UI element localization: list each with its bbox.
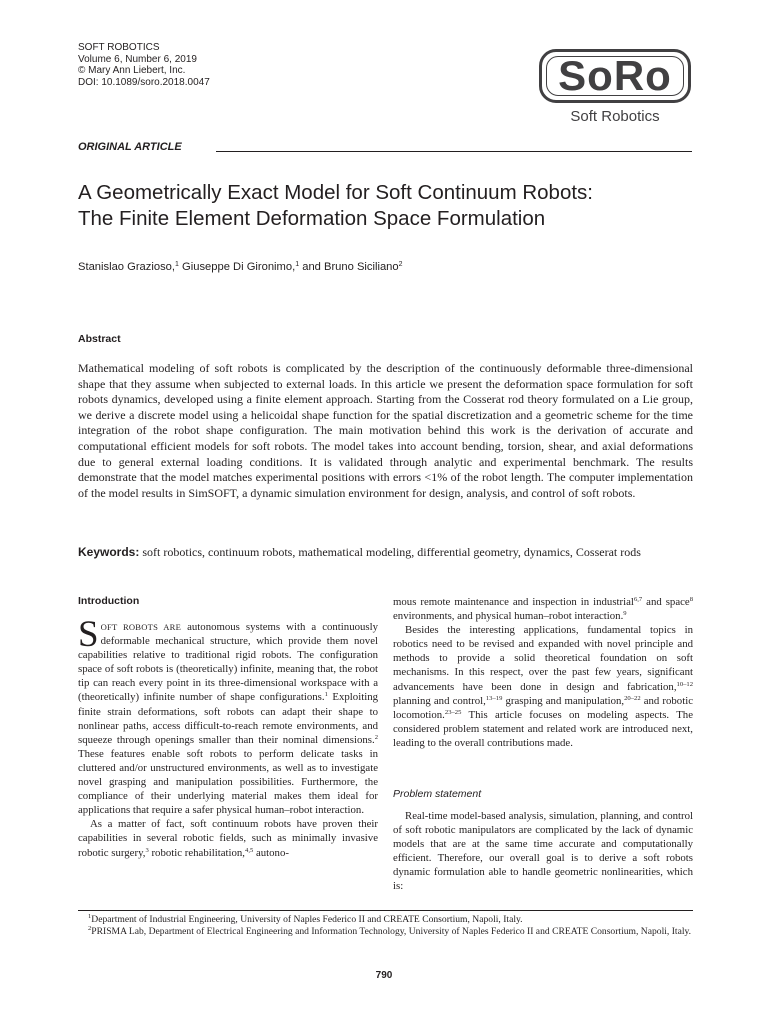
intro-p1-text-a: autonomous systems with a continuously deformable mechanical structure, which provide them novel capabilities relative to traditional rigid robots. The configuration space of soft robots is (theoretically) infinite, meaning that, the robot tip can reach every point in its three-dimensional workspace with a (theoretically) infinite number of shape configurations. bbox=[78, 621, 379, 704]
footnote-2 bbox=[78, 926, 693, 938]
problem-statement-heading: Problem statement bbox=[393, 788, 482, 800]
author-3: and Bruno Siciliano bbox=[299, 261, 399, 273]
author-2: Giuseppe Di Gironimo, bbox=[178, 261, 296, 273]
citation: 4,5 bbox=[245, 846, 254, 854]
intro-paragraph-2-continued bbox=[393, 595, 693, 623]
header-divider bbox=[216, 151, 692, 152]
keywords-list: soft robotics, continuum robots, mathematical modeling, differential geometry, dynamics, Cosserat rods bbox=[139, 545, 641, 559]
intro-r2-text-a: Besides the interesting applications, fundamental topics in robotics need to be revised and expanded with novel principle and methods to provide a solid theoretical foundation on soft mechanisms. In this respect, over the past few years, significant advancements have been done in design and fabrication, bbox=[393, 624, 693, 693]
article-type-label: ORIGINAL ARTICLE bbox=[78, 141, 182, 153]
keywords-label: Keywords: bbox=[78, 545, 140, 559]
author-1-affiliation: 1 bbox=[175, 261, 179, 268]
abstract-text: Mathematical modeling of soft robots is complicated by the description of the continuously deformable three-dimensional shape that they assume when subjected to external loads. In this article we present the deformation space formulation for soft robots dynamics, developed using a finite element approach. Starting from the Cosserat rod theory formulated on a Lie group, we derive a discrete model using a helicoidal shape function for the spatial discretization and a geometric scheme for the time integration of the robot shape configuration. The main motivation behind this work is the derivation of accurate and computational efficient models for soft robots. The model takes into account bending, torsion, shear, and axial deformations due to general external loading conditions. It is validated through analytic and experimental benchmark. The results demonstrate that the model matches experimental positions with errors <1% of the robot length. The computer implementation of the model results in SimSOFT, a dynamic simulation environment for design, analysis, and control of soft robots. bbox=[78, 361, 693, 500]
page-number: 790 bbox=[375, 970, 393, 981]
body-column-right bbox=[393, 595, 693, 750]
citation: 10–12 bbox=[676, 680, 693, 688]
citation: 1 bbox=[324, 691, 328, 699]
citation: 13–19 bbox=[485, 694, 503, 702]
drop-cap: S bbox=[78, 614, 99, 655]
body-column-left bbox=[78, 614, 379, 860]
author-2-affiliation: 1 bbox=[295, 261, 300, 268]
problem-statement-body bbox=[393, 809, 693, 894]
intro-smallcaps: OFT ROBOTS ARE bbox=[100, 622, 182, 632]
footnote-2-text: PRISMA Lab, Department of Electrical Engineering and Information Technology, University of Naples Federico II and CREATE Consortium, Napoli, Italy. bbox=[91, 926, 692, 938]
intro-p2-text-b: robotic rehabilitation, bbox=[148, 846, 246, 859]
article-title-line-2: The Finite Element Deformation Space Formulation bbox=[78, 207, 546, 230]
intro-p1-text-b: Exploiting finite strain deformations, soft robots can adapt their shape to nonlinear paths, access difficult-to-reach remote environments, and squeeze through openings smaller than their nominal dimensions. bbox=[78, 691, 379, 746]
journal-copyright: © Mary Ann Liebert, Inc. bbox=[78, 65, 186, 76]
citation: 23–25 bbox=[444, 708, 462, 716]
intro-r1-text-b: and space bbox=[642, 596, 690, 608]
footnote-1-marker: 1 bbox=[88, 913, 92, 920]
intro-paragraph-1 bbox=[78, 614, 379, 817]
intro-p2-text-c: autono- bbox=[253, 846, 289, 859]
intro-paragraph-3 bbox=[393, 623, 693, 750]
introduction-heading: Introduction bbox=[78, 595, 140, 607]
intro-r2-text-c: grasping and manipulation, bbox=[502, 694, 625, 707]
citation: 3 bbox=[145, 846, 149, 854]
abstract-heading: Abstract bbox=[78, 333, 121, 345]
footnote-2-marker: 2 bbox=[88, 925, 92, 933]
footnote-1 bbox=[78, 914, 693, 926]
intro-p1-text-c: These features enable soft robots to perform delicate tasks in cluttered and/or unstructured environments, as well as to investigate novel grasping and manipulation possibilities. Furthermore, the compliance of their underlying material makes them ideal for applications that require a safer physical human–robot interaction. bbox=[78, 747, 378, 817]
author-list bbox=[78, 261, 403, 273]
journal-logo-subtitle: Soft Robotics bbox=[570, 108, 660, 125]
problem-statement-paragraph: Real-time model-based analysis, simulation, planning, and control of soft robotic manipulators are complicated by the lack of dynamic models that are at the same time accurate and computationally efficient. Therefore, our overall goal is to derive a soft robots dynamic formulation able to handle geometric nonlinearities, which is: bbox=[393, 810, 693, 893]
citation: 2 bbox=[374, 733, 378, 741]
article-title-line-1: A Geometrically Exact Model for Soft Continuum Robots: bbox=[78, 181, 594, 204]
footnotes bbox=[78, 914, 693, 939]
journal-volume: Volume 6, Number 6, 2019 bbox=[78, 53, 197, 65]
citation: 6,7 bbox=[633, 596, 643, 603]
citation: 8 bbox=[689, 596, 693, 603]
journal-logo-mark: SoRo bbox=[558, 52, 672, 99]
intro-r2-text-d: and robotic locomotion. bbox=[393, 694, 693, 721]
intro-r2-text-e: This article focuses on modeling aspects. The considered problem statement and related work are introduced next, leading to the overall contributions made. bbox=[393, 708, 693, 749]
keywords bbox=[78, 545, 698, 560]
citation: 9 bbox=[623, 610, 627, 618]
intro-paragraph-2 bbox=[78, 817, 378, 859]
citation: 20–22 bbox=[624, 694, 641, 702]
intro-p2-text-a: As a matter of fact, soft continuum robots have proven their capabilities in several robotic fields, such as minimally invasive robotic surgery, bbox=[78, 818, 378, 859]
article-title bbox=[78, 180, 698, 232]
author-3-affiliation: 2 bbox=[398, 261, 403, 268]
intro-r1-text-c: environments, and physical human–robot interaction. bbox=[393, 610, 624, 623]
footnote-divider bbox=[78, 910, 693, 911]
journal-info bbox=[78, 42, 210, 88]
journal-name: SOFT ROBOTICS bbox=[78, 42, 160, 53]
author-1: Stanislao Grazioso, bbox=[78, 261, 176, 273]
journal-doi: DOI: 10.1089/soro.2018.0047 bbox=[78, 76, 210, 88]
intro-r1-text-a: mous remote maintenance and inspection in industrial bbox=[393, 596, 634, 608]
intro-r2-text-b: planning and control, bbox=[393, 694, 486, 707]
footnote-1-text: Department of Industrial Engineering, University of Naples Federico II and CREATE Consortium, Napoli, Italy. bbox=[91, 914, 523, 925]
